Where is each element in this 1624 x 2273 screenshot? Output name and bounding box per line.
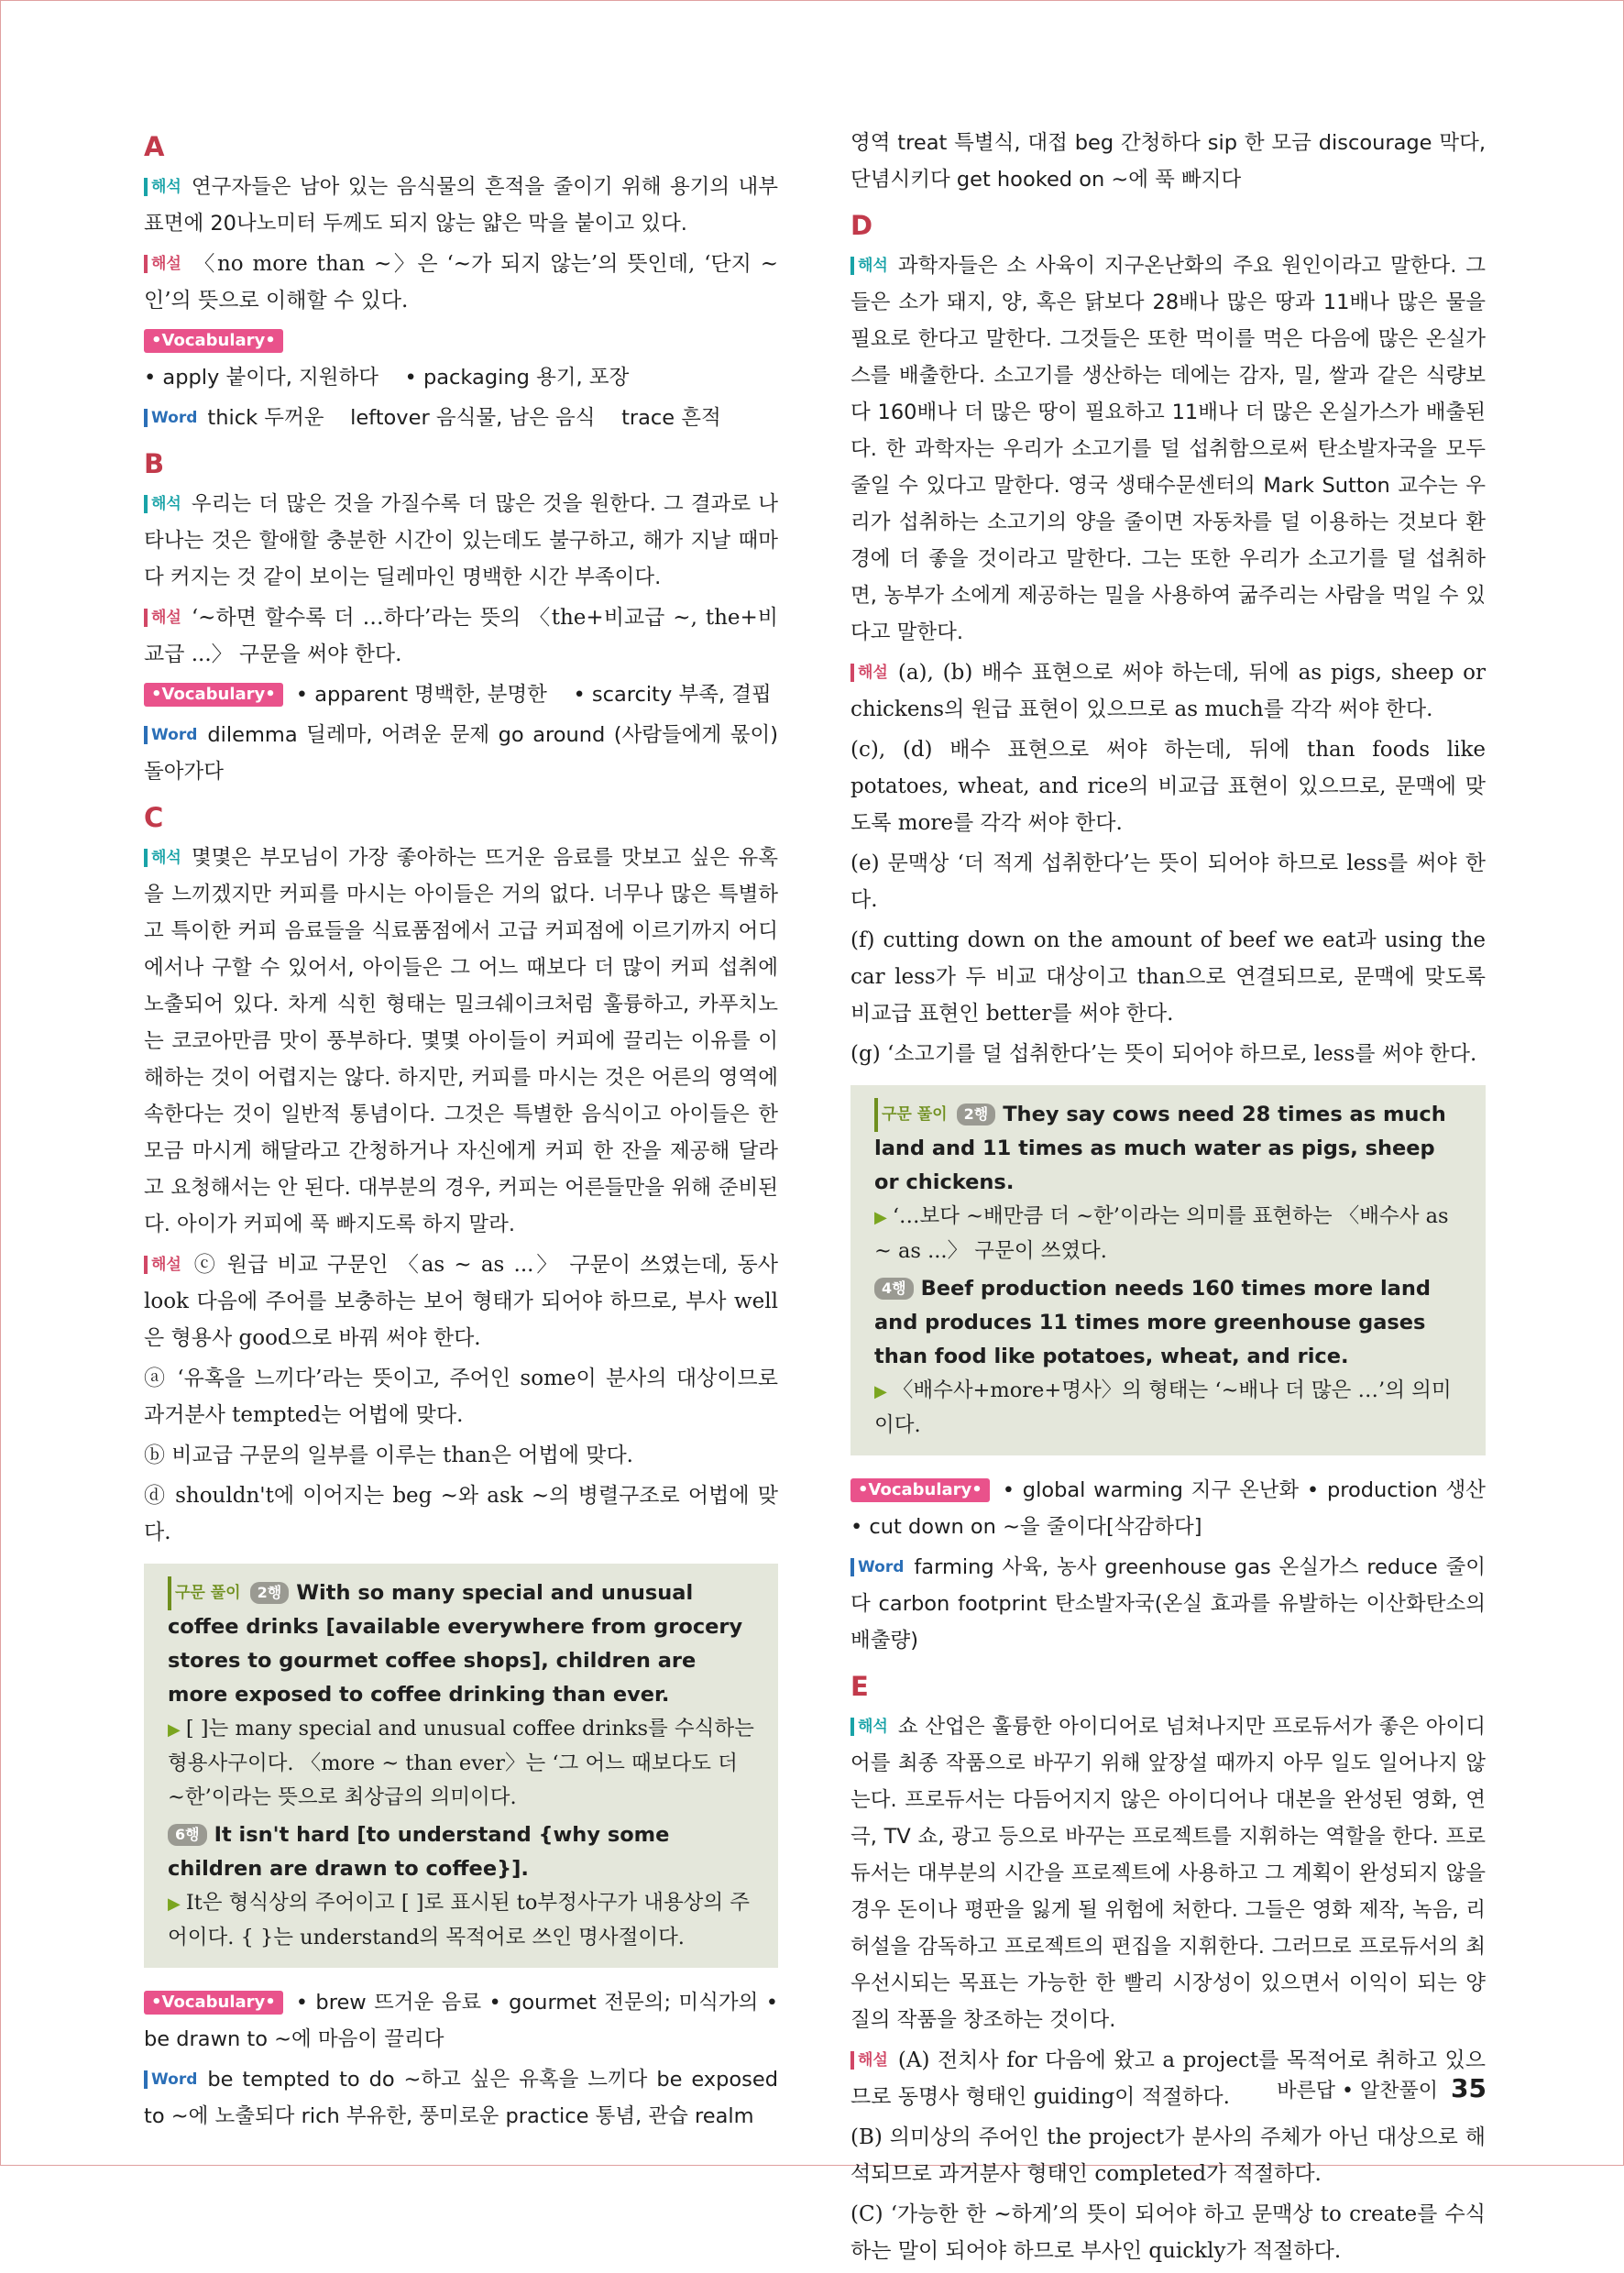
syntax-sentence: They say cows need 28 times as much land and 11 times as much water as pigs, sheep or chickens. [874, 1103, 1446, 1194]
explanation-label: 해설 [850, 664, 893, 682]
vocabulary-badge: •Vocabulary• [144, 329, 283, 353]
explanation-e-c: (C) ‘가능한 한 ~하게’의 뜻이 되어야 하고 문맥상 to create를 수식하는 말이 되어야 하므로 부사인 quickly가 적절하다. [850, 2202, 1486, 2263]
syntax-sentence: It isn't hard [to understand {why some children are drawn to coffee}]. [168, 1823, 670, 1881]
vocabulary-text: • global warming 지구 온난화 • production 생산 • cut down on ~을 줄이다[삭감하다] [850, 1478, 1486, 1539]
vocabulary-badge: •Vocabulary• [850, 1478, 990, 1502]
syntax-tag: 구문 풀이 [168, 1576, 245, 1610]
word-text: farming 사육, 농사 greenhouse gas 온실가스 reduce 줄이다 carbon footprint 탄소발자국(온실 효과를 유발하는 이산화탄소의 배출량) [850, 1555, 1486, 1653]
explanation-c-d: ⓓ shouldn't에 이어지는 beg ~와 ask ~의 병렬구조로 어법에 맞다. [144, 1484, 778, 1544]
explanation-d-cd: (c), (d) 배수 표현으로 써야 하는데, 뒤에 than foods like potatoes, wheat, and rice의 비교급 표현이 있으므로, 문맥에 맞도록 more를 각각 써야 한다. [850, 738, 1486, 835]
explanation-e-b: (B) 의미상의 주어인 the project가 분사의 주체가 아닌 대상으로 해석되므로 과거분사 형태인 completed가 적절하다. [850, 2125, 1486, 2186]
explanation-text: (a), (b) 배수 표현으로 써야 하는데, 뒤에 as pigs, sheep or chickens의 원급 표현이 있으므로 as much를 각각 써야 한다. [850, 661, 1486, 721]
vocabulary-c [144, 1984, 778, 2058]
triangle-arrow-icon: ▶ [168, 1720, 181, 1740]
translation-label: 해석 [144, 495, 186, 513]
word-text: be tempted to do ~하고 싶은 유혹을 느끼다 be exposed to ~에 노출되다 rich 부유한, 풍미로운 practice 통념, 관습 realm [144, 2068, 778, 2128]
explanation-a [144, 246, 778, 319]
syntax-box-c [144, 1564, 778, 1968]
word-label: Word [144, 2070, 202, 2089]
translation-text: 쇼 산업은 훌륭한 아이디어로 넘쳐나지만 프로듀서가 좋은 아이디어를 최종 작품으로 바꾸기 위해 앞장설 때까지 아무 일도 일어나지 않는다. 프로듀서는 다듬어지지 않은 아이디어나 대본을 완성된 영화, 연극, TV 쇼, 광고 등으로 바꾸는 프로젝트를 지휘하는 역할을 한다. 프로듀서는 대부분의 시간을 프로젝트에 사용하고 그 계획이 완성되지 않을 경우 돈이나 평판을 잃게 될 위험에 처한다. 그들은 영화 제작, 녹음, 리허설을 감독하고 프로젝트의 편집을 지휘한다. 그러므로 프로듀서의 최우선시되는 목표는 가능한 한 빨리 시장성이 있으면서 이익이 되는 양질의 작품을 창조하는 것이다. [850, 1715, 1486, 2032]
translation-label: 해석 [144, 849, 186, 867]
explanation-d-e: (e) 문맥상 ‘더 적게 섭취한다’는 뜻이 되어야 하므로 less를 써야 한다. [850, 851, 1486, 912]
section-letter-d: D [850, 210, 873, 241]
word-d [850, 1549, 1486, 1659]
translation-b [144, 486, 778, 596]
syntax-note: [ ]는 many special and unusual coffee drinks를 수식하는 형용사구이다. 〈more ~ than ever〉는 ‘그 어느 때보다도 더 ~한’이라는 뜻으로 최상급의 의미이다. [168, 1717, 754, 1809]
word-text: thick 두꺼운 leftover 음식물, 남은 음식 trace 흔적 [207, 406, 721, 430]
word-c-continued: 영역 treat 특별식, 대접 beg 간청하다 sip 한 모금 discourage 막다, 단념시키다 get hooked on ~에 푹 빠지다 [850, 131, 1486, 192]
line-badge: 4행 [874, 1278, 914, 1300]
syntax-note: It은 형식상의 주어이고 [ ]로 표시된 to부정사구가 내용상의 주어이다. { }는 understand의 목적어로 쓰인 명사절이다. [168, 1891, 751, 1949]
line-badge: 2행 [957, 1104, 996, 1126]
left-column [144, 128, 778, 2138]
translation-label: 해석 [850, 257, 893, 275]
explanation-b [144, 599, 778, 673]
explanation-text: ‘~하면 할수록 더 …하다’라는 뜻의 〈the+비교급 ~, the+비교급 ...〉 구문을 써야 한다. [144, 606, 778, 666]
syntax-note: 〈배수사+more+명사〉의 형태는 ‘~배나 더 많은 …’의 의미이다. [874, 1378, 1452, 1437]
translation-text: 몇몇은 부모님이 가장 좋아하는 뜨거운 음료를 맛보고 싶은 유혹을 느끼겠지만 커피를 마시는 아이들은 거의 없다. 너무나 많은 특별하고 특이한 커피 음료들을 식료품점에서 고급 커피점에 이르기까지 어디에서나 구할 수 있어서, 아이들은 그 어느 때보다 더 많이 커피 섭취에 노출되어 있다. 차게 식힌 형태는 밀크쉐이크처럼 훌륭하고, 카푸치노는 코코아만큼 맛이 풍부하다. 몇몇 아이들이 커피에 끌리는 이유를 이해하는 것이 어렵지는 않다. 하지만, 커피를 마시는 것은 어른의 영역에 속한다는 것이 일반적 통념이다. 그것은 특별한 음식이고 아이들은 한 모금 마시게 해달라고 간청하거나 자신에게 커피 한 잔을 제공해 달라고 요청해서는 안 된다. 대부분의 경우, 커피는 어른들만을 위해 준비된다. 아이가 커피에 푹 빠지도록 하지 말라. [144, 846, 778, 1236]
syntax-box-d [850, 1085, 1486, 1455]
explanation-d-f: (f) cutting down on the amount of beef we eat과 using the car less가 두 비교 대상이고 than으로 연결되므로, 문맥에 맞도록 비교급 표현인 better를 써야 한다. [850, 928, 1486, 1026]
translation-e [850, 1708, 1486, 2038]
explanation-label: 해설 [144, 609, 186, 627]
section-letter-b: B [144, 448, 165, 479]
section-letter-a: A [144, 131, 165, 162]
translation-text: 우리는 더 많은 것을 가질수록 더 많은 것을 원한다. 그 결과로 나타나는 것은 할애할 충분한 시간이 있는데도 불구하고, 해가 지날 때마다 커지는 것 같이 보이는 딜레마인 명백한 시간 부족이다. [144, 492, 778, 589]
translation-d [850, 247, 1486, 651]
word-text: dilemma 딜레마, 어려운 문제 go around (사람들에게 몫이) 돌아가다 [144, 723, 778, 784]
vocabulary-text: • apply 붙이다, 지원하다 • packaging 용기, 포장 [144, 366, 630, 390]
vocabulary-badge: •Vocabulary• [144, 1991, 283, 2015]
vocabulary-a [144, 323, 778, 396]
vocabulary-d [850, 1472, 1486, 1545]
word-label: Word [144, 409, 202, 427]
explanation-c-a: ⓐ ‘유혹을 느끼다’라는 뜻이고, 주어인 some이 분사의 대상이므로 과거분사 tempted는 어법에 맞다. [144, 1367, 778, 1427]
translation-c [144, 840, 778, 1243]
footer-book-title: 바른답 • 알찬풀이 [1277, 2080, 1439, 2103]
section-letter-c: C [144, 802, 164, 833]
line-badge: 2행 [250, 1582, 290, 1604]
triangle-arrow-icon: ▶ [874, 1382, 887, 1401]
vocabulary-text: • brew 뜨거운 음료 • gourmet 전문의; 미식가의 • be drawn to ~에 마음이 끌리다 [144, 1991, 778, 2051]
syntax-sentence: Beef production needs 160 times more land and produces 11 times more greenhouse gases than food like potatoes, wheat, and rice. [874, 1277, 1431, 1368]
explanation-c [144, 1246, 778, 1356]
translation-a [144, 169, 778, 242]
syntax-sentence: With so many special and unusual coffee drinks [available everywhere from grocery stores to gourmet coffee shops], children are more exposed to coffee drinking than ever. [168, 1581, 743, 1707]
right-column [850, 125, 1486, 2273]
translation-label: 해석 [144, 178, 186, 196]
translation-text: 연구자들은 남아 있는 음식물의 흔적을 줄이기 위해 용기의 내부 표면에 20나노미터 두께도 되지 않는 얇은 막을 붙이고 있다. [144, 175, 778, 236]
page-footer [1277, 2073, 1487, 2103]
vocabulary-badge: •Vocabulary• [144, 683, 283, 707]
word-label: Word [850, 1558, 908, 1576]
section-letter-e: E [850, 1671, 869, 1702]
explanation-text: (A) 전치사 for 다음에 왔고 a project를 목적어로 취하고 있으므로 동명사 형태인 guiding이 적절하다. [850, 2048, 1486, 2109]
vocabulary-text: • apparent 명백한, 분명한 • scarcity 부족, 결핍 [295, 683, 772, 707]
syntax-tag: 구문 풀이 [874, 1098, 951, 1132]
explanation-text: ⓒ 원급 비교 구문인 〈as ~ as ...〉 구문이 쓰였는데, 동사 look 다음에 주어를 보충하는 보어 형태가 되어야 하므로, 부사 well은 형용사 good으로 바꿔 써야 한다. [144, 1253, 778, 1350]
explanation-label: 해설 [144, 255, 186, 273]
word-b [144, 717, 778, 790]
explanation-label: 해설 [144, 1256, 186, 1274]
translation-text: 과학자들은 소 사육이 지구온난화의 주요 원인이라고 말한다. 그들은 소가 돼지, 양, 혹은 닭보다 28배나 많은 땅과 11배나 많은 물을 필요로 한다고 말한다. 그것들은 또한 먹이를 먹은 다음에 많은 온실가스를 배출한다. 소고기를 생산하는 데에는 감자, 밀, 쌀과 같은 식량보다 160배나 더 많은 땅이 필요하고 11배나 더 많은 온실가스가 배출된다. 한 과학자는 우리가 소고기를 덜 섭취함으로써 탄소발자국을 모두 줄일 수 있다고 말한다. 영국 생태수문센터의 Mark Sutton 교수는 우리가 섭취하는 소고기의 양을 줄이면 자동차를 덜 이용하는 것보다 환경에 더 좋을 것이라고 말한다. 그는 또한 우리가 소고기를 덜 섭취하면, 농부가 소에게 제공하는 밀을 사용하여 굶주리는 사람을 먹일 수 있다고 말한다. [850, 254, 1486, 644]
explanation-text: 〈no more than ~〉은 ‘~가 되지 않는’의 뜻인데, ‘단지 ~인’의 뜻으로 이해할 수 있다. [144, 252, 778, 313]
vocabulary-b [144, 676, 778, 713]
explanation-d-g: (g) ‘소고기를 덜 섭취한다’는 뜻이 되어야 하므로, less를 써야 한다. [850, 1042, 1477, 1066]
word-a [144, 400, 778, 436]
line-badge: 6행 [168, 1824, 207, 1846]
explanation-label: 해설 [850, 2051, 893, 2070]
syntax-note: ‘…보다 ~배만큼 더 ~한’이라는 의미를 표현하는 〈배수사 as ~ as ...〉 구문이 쓰였다. [874, 1204, 1449, 1263]
word-c [144, 2061, 778, 2135]
triangle-arrow-icon: ▶ [874, 1208, 887, 1227]
triangle-arrow-icon: ▶ [168, 1894, 181, 1914]
translation-label: 해석 [850, 1718, 893, 1736]
explanation-d [850, 654, 1486, 728]
page-number: 35 [1451, 2073, 1487, 2103]
explanation-c-b: ⓑ 비교급 구문의 일부를 이루는 than은 어법에 맞다. [144, 1444, 633, 1467]
word-label: Word [144, 726, 202, 744]
